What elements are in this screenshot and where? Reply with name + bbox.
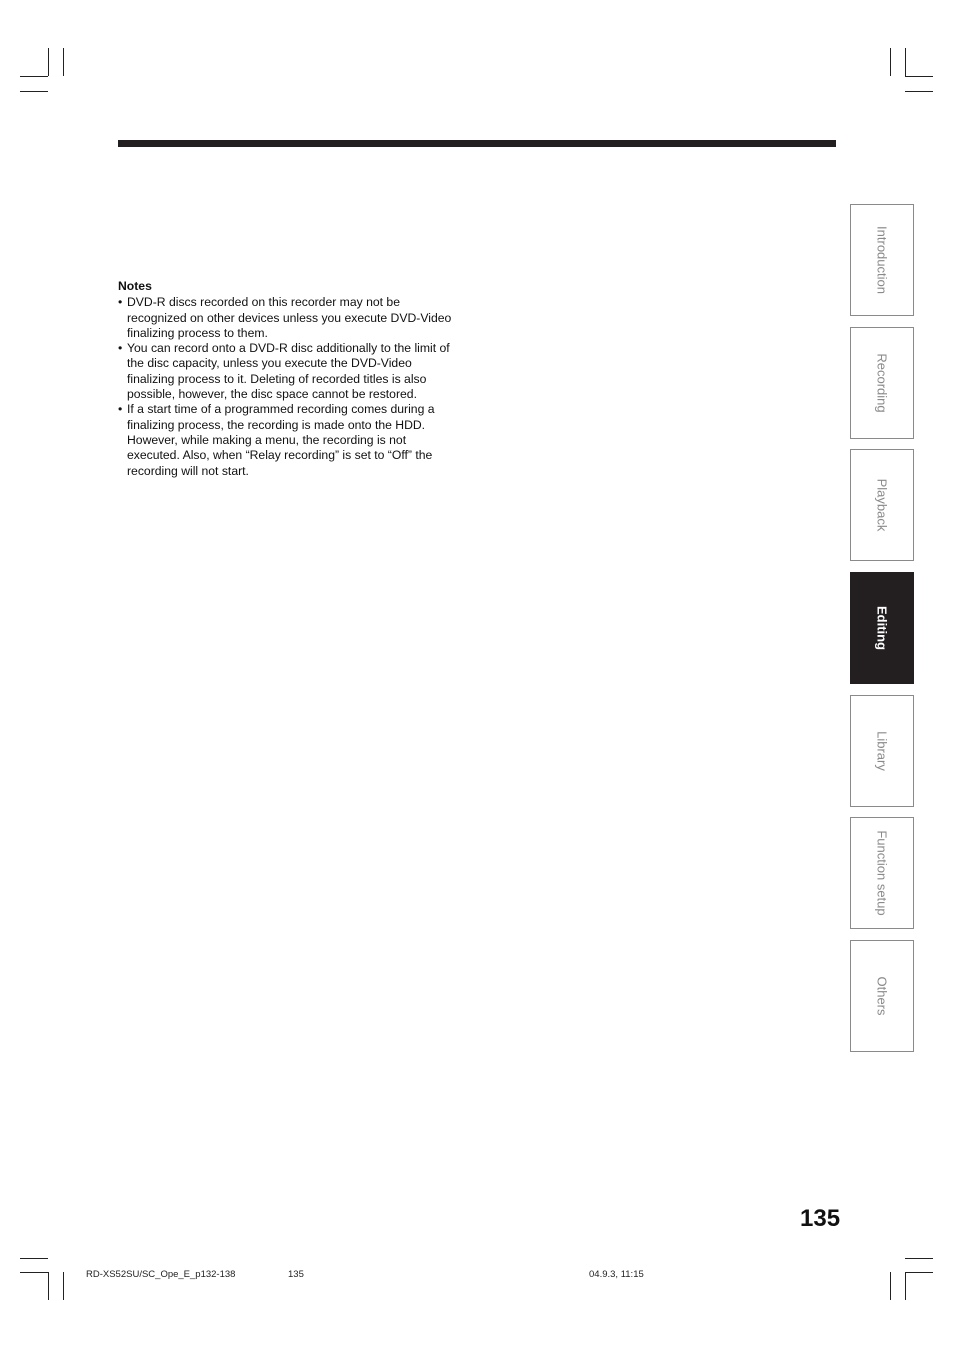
crop-mark [63,1272,64,1300]
crop-mark [20,1258,48,1259]
crop-mark [20,91,48,92]
tab-label: Library [874,731,890,771]
header-rule [118,140,836,147]
crop-mark [48,1272,49,1300]
crop-mark [63,48,64,76]
tab-label: Recording [874,353,890,413]
tab-label: Playback [874,478,890,532]
tab-function-setup[interactable] [850,817,914,929]
notes-heading: Notes [118,279,152,293]
tab-editing[interactable] [850,572,914,684]
crop-mark [890,48,891,76]
tab-label: Others [874,976,890,1016]
notes-section [118,279,458,479]
crop-mark [20,76,48,77]
crop-mark [890,1272,891,1300]
footer-timestamp: 04.9.3, 11:15 [589,1269,644,1280]
crop-mark [905,1272,906,1300]
tab-library[interactable] [850,695,914,807]
footer-file: RD-XS52SU/SC_Ope_E_p132-138 [86,1269,236,1280]
footer-page: 135 [288,1269,304,1280]
page-number: 135 [800,1205,841,1232]
tab-label: Introduction [874,226,890,294]
tab-introduction[interactable] [850,204,914,316]
tab-playback[interactable] [850,449,914,561]
note-item: • If a start time of a programmed recording comes during a finalizing process, the recording is made onto the HDD. However, while making a menu, the recording is not executed. Also, when “Relay recording” is set to “Off” the recording will not start. [118,402,458,478]
notes-list [118,295,458,479]
crop-mark [905,1272,933,1273]
crop-mark [905,48,906,76]
tab-others[interactable] [850,940,914,1052]
tab-label: Function setup [874,830,890,916]
crop-mark [905,91,933,92]
crop-mark [20,1272,48,1273]
note-item: • DVD-R discs recorded on this recorder may not be recognized on other devices unless you execute DVD-Video finalizing process to them. [118,295,458,341]
tab-recording[interactable] [850,327,914,439]
note-item: • You can record onto a DVD-R disc additionally to the limit of the disc capacity, unless you execute the DVD-Video finalizing process to it. Deleting of recorded titles is also possible, however, the disc space cannot be restored. [118,341,458,402]
crop-mark [905,1258,933,1259]
tab-label: Editing [874,605,890,651]
crop-mark [905,76,933,77]
crop-mark [48,48,49,76]
